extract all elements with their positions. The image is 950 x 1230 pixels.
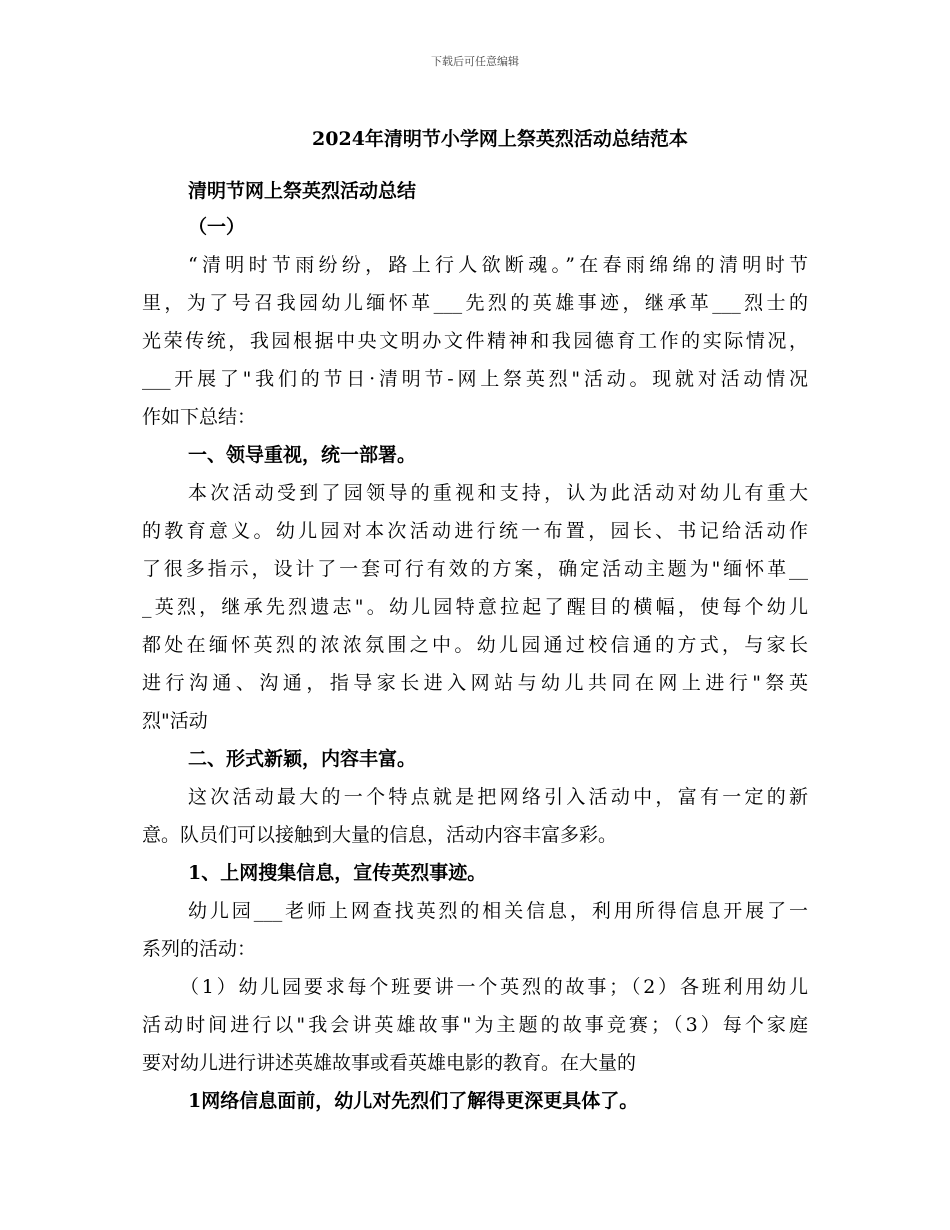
paragraph-line: 意。队员们可以接触到大量的信息，活动内容丰富多彩。 (142, 824, 618, 846)
header-note: 下载后可任意编辑 (431, 55, 519, 68)
paragraph-line: 光荣传统，我园根据中央文明办文件精神和我园德育工作的实际情况， (142, 330, 808, 352)
paragraph-line: _英烈，继承先烈遗志"。幼儿园特意拉起了醒目的横幅，使每个幼儿 (142, 596, 808, 618)
subsection-heading: 1、上网搜集信息，宣传英烈事迹。 (188, 862, 487, 884)
paragraph-line: 的教育意义。幼儿园对本次活动进行统一布置，园长、书记给活动作 (142, 520, 808, 542)
paragraph-line: 了很多指示，设计了一套可行有效的方案，确定活动主题为"缅怀革__ (142, 558, 808, 580)
paragraph-line: 作如下总结： (142, 406, 257, 428)
subtitle: 清明节网上祭英烈活动总结 (188, 180, 417, 202)
paragraph-line: 要对幼儿进行讲述英雄故事或看英雄电影的教育。在大量的 (142, 1052, 637, 1074)
paragraph-line: 活动时间进行以"我会讲英雄故事"为主题的故事竞赛；（3）每个家庭 (142, 1014, 808, 1036)
section-heading: 二、形式新颖，内容丰富。 (188, 748, 417, 770)
paragraph-line: 系列的活动： (142, 938, 257, 960)
part-label: （一） (188, 216, 246, 238)
paragraph-line: “清明时节雨纷纷，路上行人欲断魂。”在春雨绵绵的清明时节 (188, 254, 808, 276)
paragraph-line: （1）幼儿园要求每个班要讲一个英烈的故事；（2）各班利用幼儿 (180, 976, 808, 998)
document-title: 2024年清明节小学网上祭英烈活动总结范本 (312, 128, 688, 150)
paragraph-line: 烈"活动 (142, 710, 208, 732)
paragraph-line: 进行沟通、沟通，指导家长进入网站与幼儿共同在网上进行"祭英 (142, 672, 808, 694)
closing-heading: 1网络信息面前，幼儿对先烈们了解得更深更具体了。 (188, 1090, 639, 1112)
paragraph-line: 这次活动最大的一个特点就是把网络引入活动中，富有一定的新 (188, 786, 808, 808)
paragraph-line: 本次活动受到了园领导的重视和支持，认为此活动对幼儿有重大 (188, 482, 808, 504)
section-heading: 一、领导重视，统一部署。 (188, 444, 417, 466)
paragraph-line: 幼儿园___老师上网查找英烈的相关信息，利用所得信息开展了一 (188, 900, 808, 922)
paragraph-line: ___开展了"我们的节日·清明节-网上祭英烈"活动。现就对活动情况 (142, 368, 808, 390)
paragraph-line: 里，为了号召我园幼儿缅怀革___先烈的英雄事迹，继承革___烈士的 (142, 292, 808, 314)
paragraph-line: 都处在缅怀英烈的浓浓氛围之中。幼儿园通过校信通的方式，与家长 (142, 634, 808, 656)
